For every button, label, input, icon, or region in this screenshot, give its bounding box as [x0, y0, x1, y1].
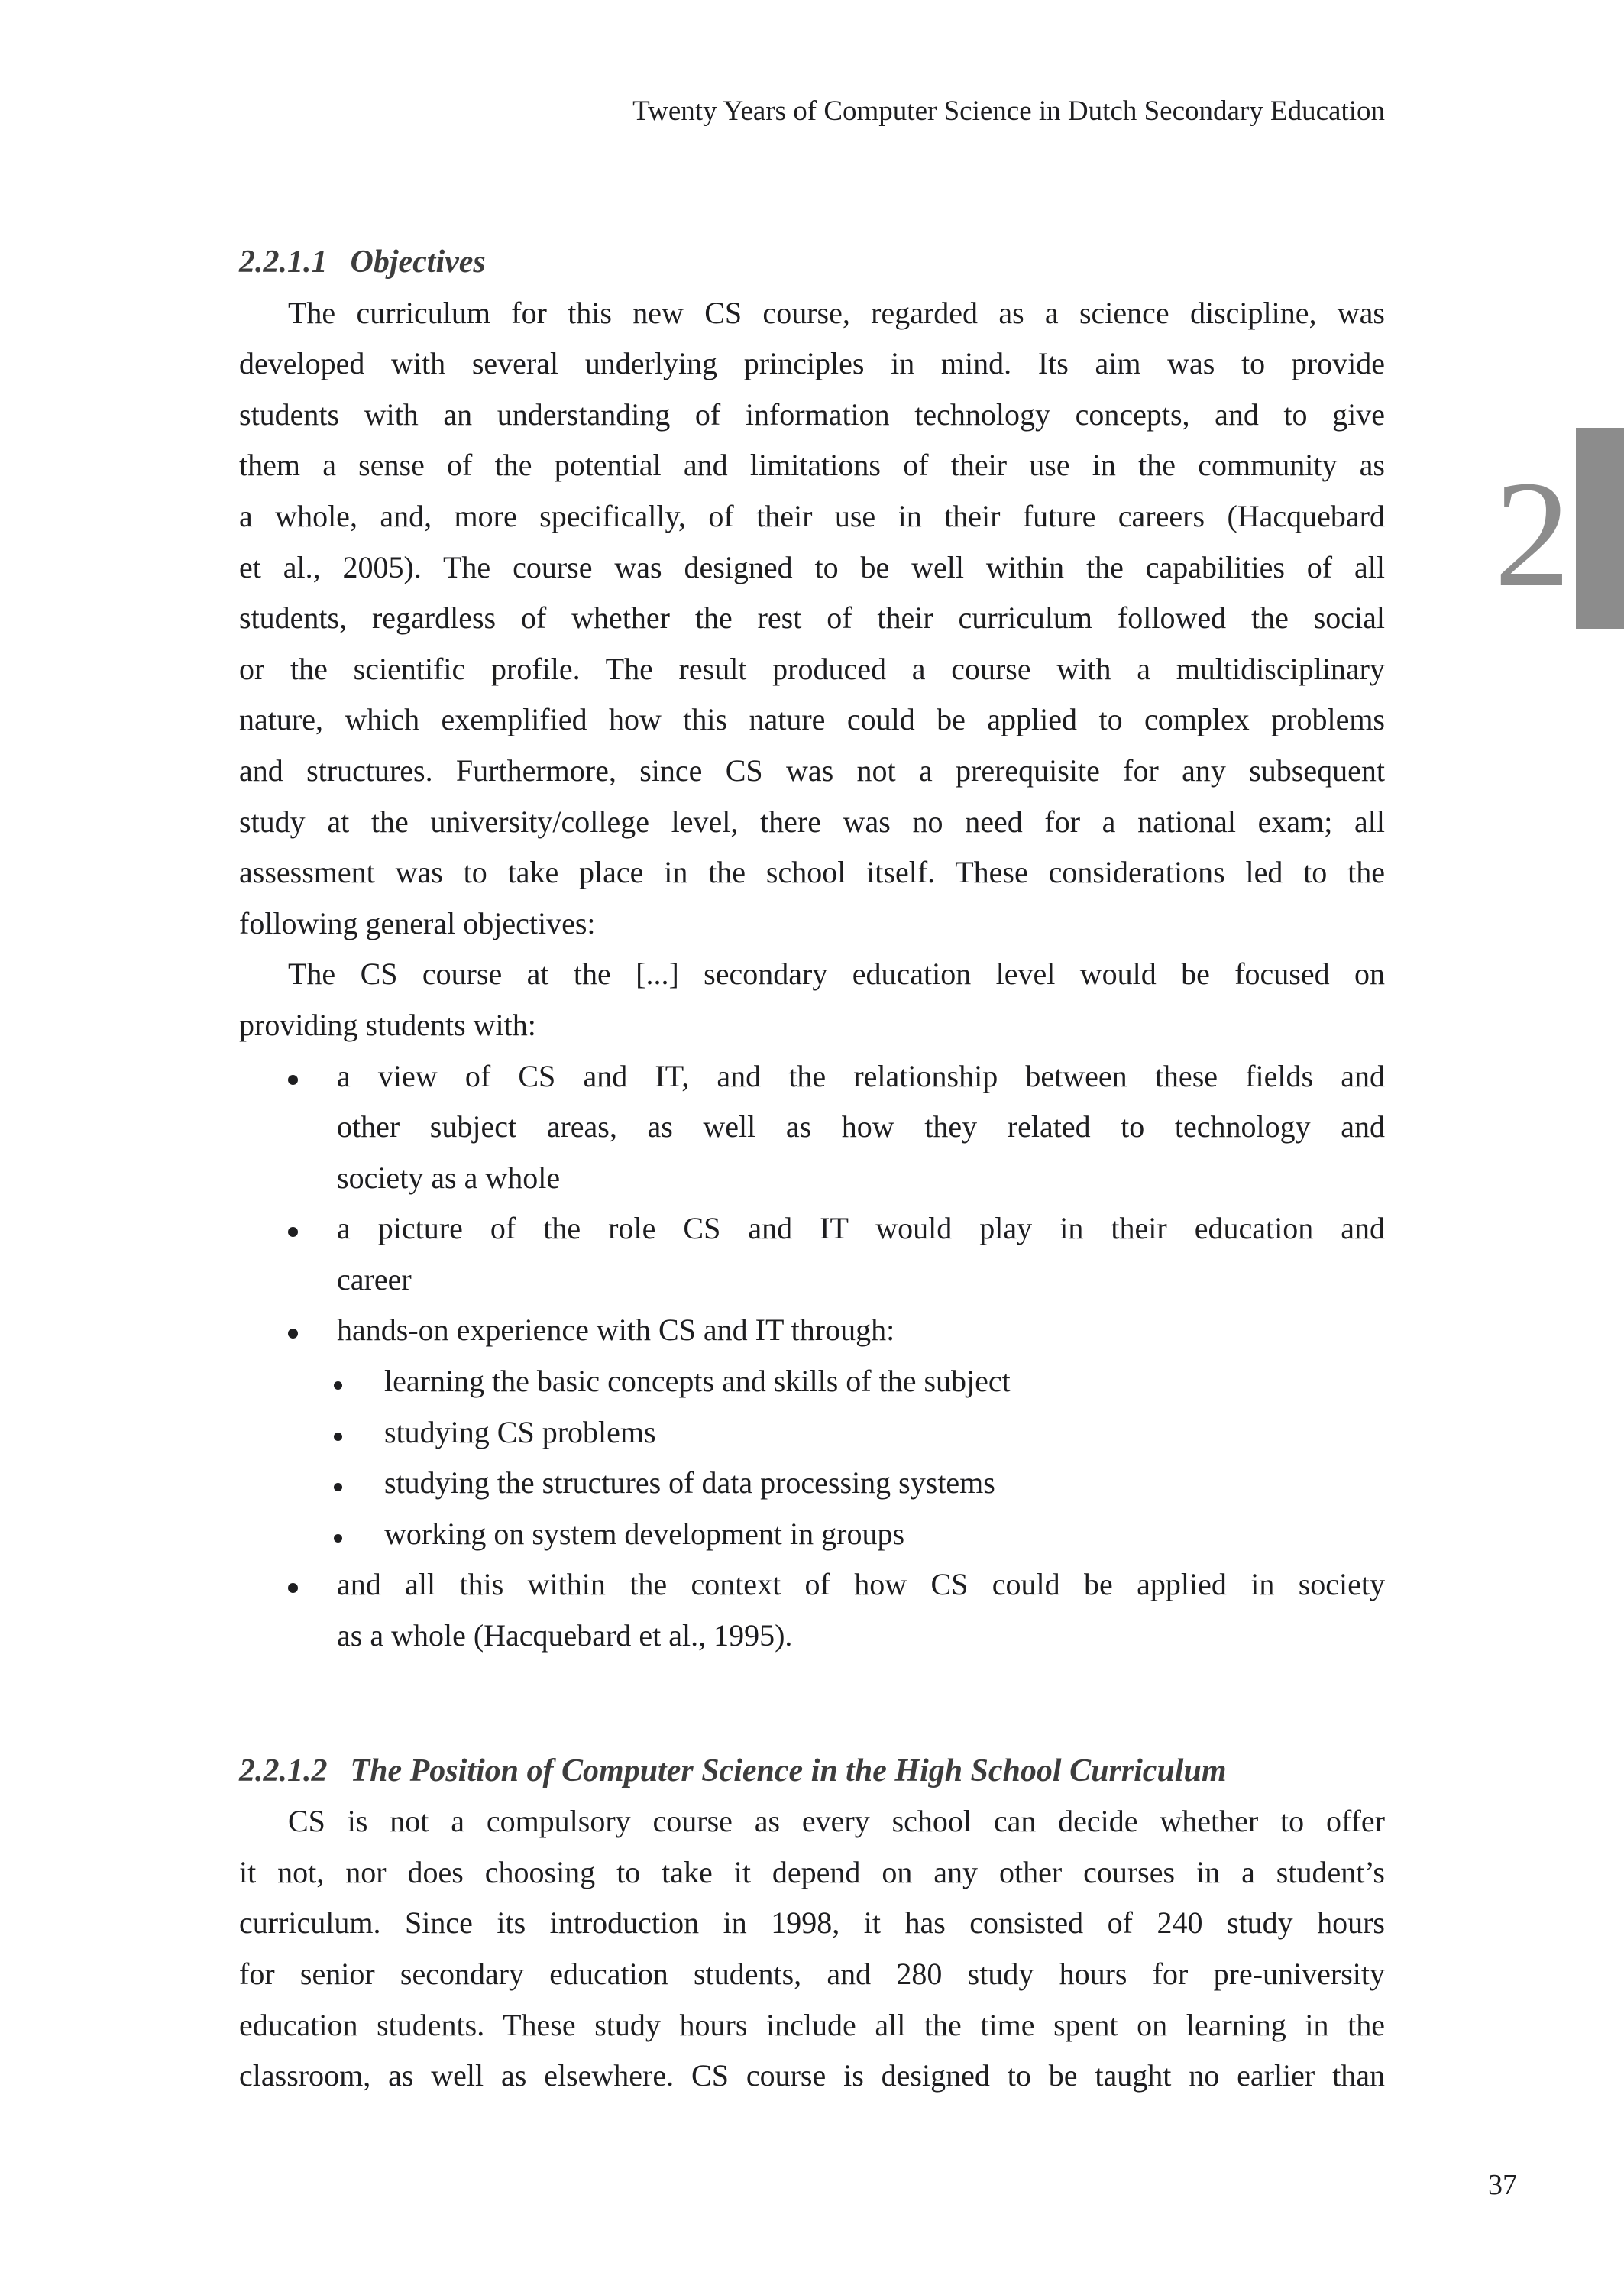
chapter-number: 2	[1494, 450, 1571, 619]
bullet-icon	[334, 1483, 342, 1491]
body-line: CS is not a compulsory course as every school can decide whether to offer	[288, 1804, 1385, 1839]
body-line: classroom, as well as elsewhere. CS course is designed to be taught no earlier than	[239, 2058, 1385, 2093]
body-line: et al., 2005). The course was designed to be well within the capabilities of all	[239, 549, 1385, 584]
bullet-icon	[288, 1329, 298, 1339]
section-title: The Position of Computer Science in the High School Curriculum	[350, 1753, 1227, 1789]
body-line: study at the university/college level, there was no need for a national exam; all	[239, 804, 1385, 839]
body-line: providing students with:	[239, 1007, 536, 1042]
bullet-line: a picture of the role CS and IT would play in their education and	[239, 1203, 1385, 1254]
body-line: The curriculum for this new CS course, regarded as a science discipline, was	[288, 295, 1385, 330]
bullet-icon	[288, 1227, 298, 1237]
body-line: students, regardless of whether the rest of their curriculum followed the social	[239, 601, 1385, 636]
body-line: developed with several underlying principles in mind. Its aim was to provide	[239, 346, 1385, 381]
bullet-line: learning the basic concepts and skills of the subject	[239, 1356, 1385, 1407]
section-heading	[239, 1746, 1385, 1797]
body-line: a whole, and, more specifically, of their use in their future careers (Hacquebard	[239, 498, 1385, 533]
bullet-icon	[334, 1432, 342, 1441]
body-line: following general objectives:	[239, 905, 596, 940]
bullet-icon	[288, 1583, 298, 1593]
bullet-icon	[334, 1534, 342, 1543]
body-line: assessment was to take place in the school itself. These considerations led to the	[239, 855, 1385, 890]
chapter-tab-bar	[1576, 428, 1624, 629]
section-number: 2.2.1.1	[239, 244, 328, 280]
running-header: Twenty Years of Computer Science in Dutch Secondary Education	[632, 96, 1385, 127]
body-line: nature, which exemplified how this nature could be applied to complex problems	[239, 702, 1385, 737]
bullet-line: other subject areas, as well as how they related to technology and	[337, 1109, 1385, 1144]
body-line: them a sense of the potential and limitations of their use in the community as	[239, 448, 1385, 483]
body-line: it not, nor does choosing to take it depend on any other courses in a student’s	[239, 1854, 1385, 1889]
body-line: or the scientific profile. The result produced a course with a multidisciplinary	[239, 651, 1385, 686]
section-title: Objectives	[350, 244, 486, 280]
bullet-line: and all this within the context of how CS could be applied in society	[239, 1559, 1385, 1611]
body-line: The CS course at the [...] secondary education level would be focused on	[288, 957, 1385, 992]
bullet-line: society as a whole	[337, 1160, 561, 1195]
body-line: for senior secondary education students, and 280 study hours for pre-university	[239, 1957, 1385, 1991]
bullet-line: a view of CS and IT, and the relationship between these fields and	[239, 1051, 1385, 1102]
page-number: 37	[1488, 2169, 1517, 2201]
bullet-line: career	[337, 1261, 412, 1297]
bullet-icon	[288, 1075, 298, 1085]
bullet-line: working on system development in groups	[239, 1509, 1385, 1560]
body-line: curriculum. Since its introduction in 1998, it has consisted of 240 study hours	[239, 1905, 1385, 1941]
bullet-line: studying the structures of data processing systems	[239, 1458, 1385, 1509]
bullet-icon	[334, 1381, 342, 1390]
bullet-line: as a whole (Hacquebard et al., 1995).	[337, 1618, 793, 1653]
section-heading	[239, 237, 1385, 288]
content-column	[239, 237, 1385, 2102]
body-line: students with an understanding of information technology concepts, and to give	[239, 397, 1385, 432]
section-number: 2.2.1.2	[239, 1753, 328, 1789]
body-line: education students. These study hours include all the time spent on learning in the	[239, 2007, 1385, 2042]
body-line: and structures. Furthermore, since CS was not a prerequisite for any subsequent	[239, 753, 1385, 788]
bullet-line: hands-on experience with CS and IT through:	[239, 1305, 1385, 1356]
bullet-line: studying CS problems	[239, 1407, 1385, 1458]
